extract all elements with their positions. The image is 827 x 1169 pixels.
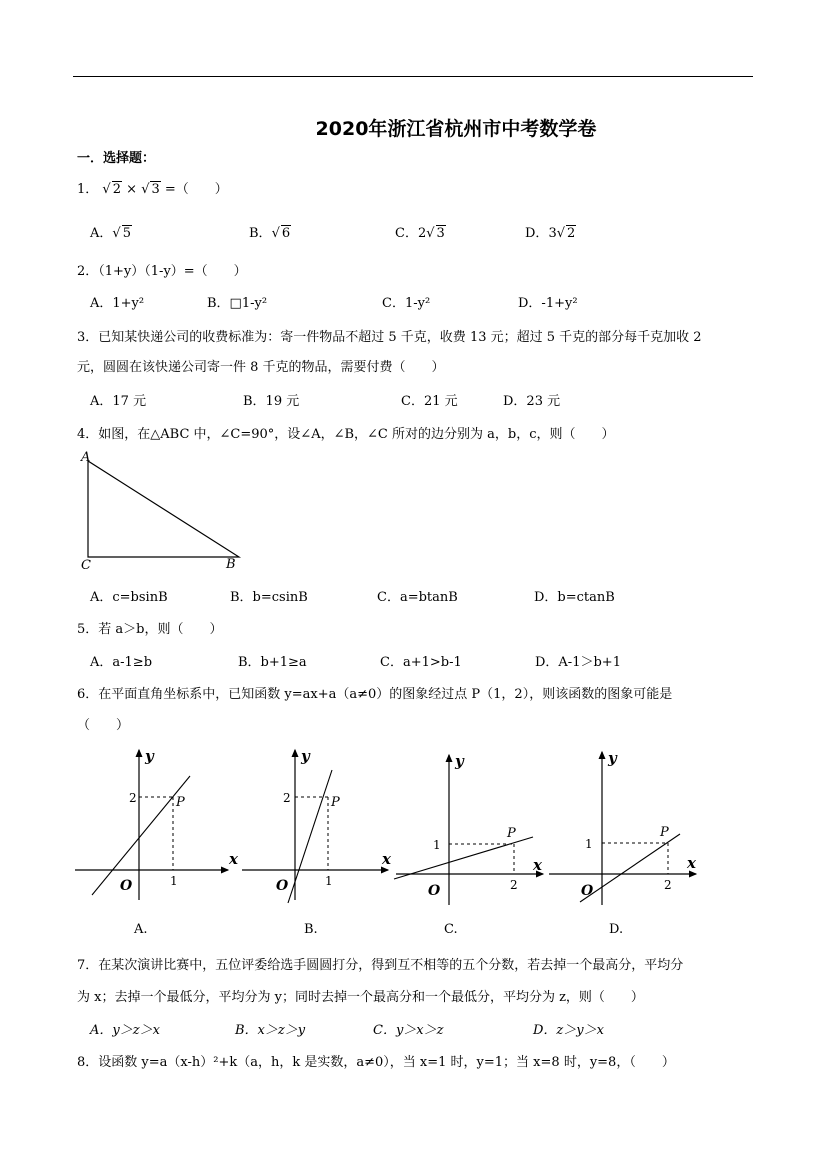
triangle-abc (88, 461, 239, 557)
question-1 (77, 178, 228, 197)
sqrt-expression: √ 2 (102, 182, 121, 197)
question-7-line-1: 7．在某次演讲比赛中，五位评委给选手圆圆打分，得到互不相等的五个分数，若去掉一个最高分，平均分 (77, 958, 684, 973)
option-a (90, 222, 132, 241)
origin-label: O (428, 883, 441, 899)
x-axis-label: x (533, 856, 542, 874)
option-d: D．23 元 (503, 394, 561, 409)
graph-label: D. (609, 922, 624, 937)
option-d: D．A-1＞b+1 (535, 655, 621, 670)
origin-label: O (120, 878, 133, 894)
x-tick-label: 1 (170, 874, 178, 888)
option-d: D．-1+y² (518, 296, 578, 311)
option-c: C．a+1>b-1 (380, 655, 462, 670)
sqrt-expression: √ 3 (141, 182, 160, 197)
y-axis-label: y (145, 747, 154, 765)
y-axis-label: y (608, 749, 617, 767)
graphs-figure (70, 740, 760, 940)
point-p-label: P (176, 795, 185, 810)
option-d (525, 222, 576, 241)
radicand: 3 (436, 226, 445, 241)
option-b: B．b+1≥a (238, 655, 307, 670)
x-tick-label: 2 (664, 878, 672, 892)
radicand: 6 (281, 226, 291, 241)
graph-c (394, 752, 543, 937)
graph-label: C. (444, 922, 458, 937)
question-tail: =（ ） (164, 182, 228, 197)
graph-label: B. (304, 922, 318, 937)
x-axis-label: x (687, 854, 696, 872)
y-tick-label: 1 (585, 837, 593, 851)
question-6-line-1: 6．在平面直角坐标系中，已知函数 y=ax+a（a≠0）的图象经过点 P（1，2），则该函数的图象可能是 (77, 687, 673, 702)
question-4: 4．如图，在△ABC 中，∠C=90°，设∠A，∠B，∠C 所对的边分别为 a，b，c，则（ ） (77, 427, 615, 442)
option-b: B．19 元 (243, 394, 300, 409)
option-a: A．17 元 (90, 394, 147, 409)
radicand: 2 (112, 182, 121, 197)
times-sign: × (126, 182, 138, 197)
option-c (395, 222, 446, 241)
vertex-label-b: B (226, 557, 236, 572)
option-a: A．c=bsinB (90, 590, 168, 605)
question-6-line-2: （ ） (77, 718, 130, 733)
option-d: D．b=ctanB (534, 590, 615, 605)
graph-a (75, 747, 239, 937)
question-2: 2．（1+y）（1-y）=（ ） (77, 264, 247, 279)
y-axis-label: y (301, 747, 310, 765)
x-tick-label: 2 (510, 878, 518, 892)
vertex-label-c: C (81, 558, 91, 573)
question-3-line-1: 3．已知某快递公司的收费标准为：寄一件物品不超过 5 千克，收费 13 元；超过 5 千克的部分每千克加收 2 (77, 330, 702, 345)
coefficient: 3 (548, 226, 557, 241)
header-rule (73, 76, 753, 77)
option-a: A．y＞z＞x (90, 1023, 160, 1038)
question-number: 1． (77, 182, 99, 197)
question-3-line-2: 元，圆圆在该快递公司寄一件 8 千克的物品，需要付费（ ） (77, 360, 445, 375)
sqrt-expression: √ 2 (556, 226, 576, 241)
question-8: 8．设函数 y=a（x-h）²+k（a，h，k 是实数，a≠0），当 x=1 时，y=1；当 x=8 时，y=8，（ ） (77, 1055, 675, 1070)
x-axis-label: x (229, 850, 238, 868)
option-c: C．1-y² (382, 296, 431, 311)
point-p-label: P (507, 826, 516, 841)
point-p-label: P (331, 795, 340, 810)
option-d: D．z＞y＞x (533, 1023, 604, 1038)
option-c: C．a=btanB (377, 590, 458, 605)
option-b: B．□1-y² (207, 296, 268, 311)
triangle-figure (75, 445, 255, 575)
radicand: 2 (567, 226, 576, 241)
radicand: 3 (151, 182, 160, 197)
option-label: A． (90, 226, 113, 241)
y-tick-label: 2 (129, 791, 137, 805)
section-heading: 一．选择题： (77, 151, 156, 166)
graph-label: A. (134, 922, 148, 937)
option-a: A．1+y² (90, 296, 145, 311)
vertex-label-a: A (81, 450, 91, 465)
sqrt-expression: √ 5 (112, 226, 131, 241)
sqrt-expression: √ 3 (426, 226, 445, 241)
x-tick-label: 1 (325, 874, 333, 888)
option-a: A．a-1≥b (90, 655, 153, 670)
origin-label: O (276, 878, 289, 894)
y-tick-label: 1 (433, 838, 441, 852)
question-7-line-2: 为 x；去掉一个最低分，平均分为 y；同时去掉一个最高分和一个最低分，平均分为 z，则（ ） (77, 990, 644, 1005)
page-title: 2020年浙江省杭州市中考数学卷 (315, 118, 597, 140)
x-axis-label: x (382, 850, 391, 868)
option-c: C．21 元 (401, 394, 458, 409)
option-label: C． (395, 226, 418, 241)
coefficient: 2 (417, 226, 427, 241)
radicand: 5 (122, 226, 131, 241)
origin-label: O (581, 883, 594, 899)
graph-b (242, 747, 392, 937)
option-b (249, 222, 291, 241)
function-line (394, 837, 533, 879)
question-5: 5．若 a＞b，则（ ） (77, 622, 223, 637)
option-c: C．y＞x＞z (373, 1023, 444, 1038)
option-b: B．x＞z＞y (235, 1023, 306, 1038)
graph-d (549, 749, 697, 937)
option-label: B． (249, 226, 272, 241)
y-axis-label: y (455, 752, 464, 770)
sqrt-expression: √ 6 (271, 226, 291, 241)
y-tick-label: 2 (283, 791, 291, 805)
option-label: D． (525, 226, 549, 241)
point-p-label: P (660, 825, 669, 840)
option-b: B．b=csinB (230, 590, 308, 605)
